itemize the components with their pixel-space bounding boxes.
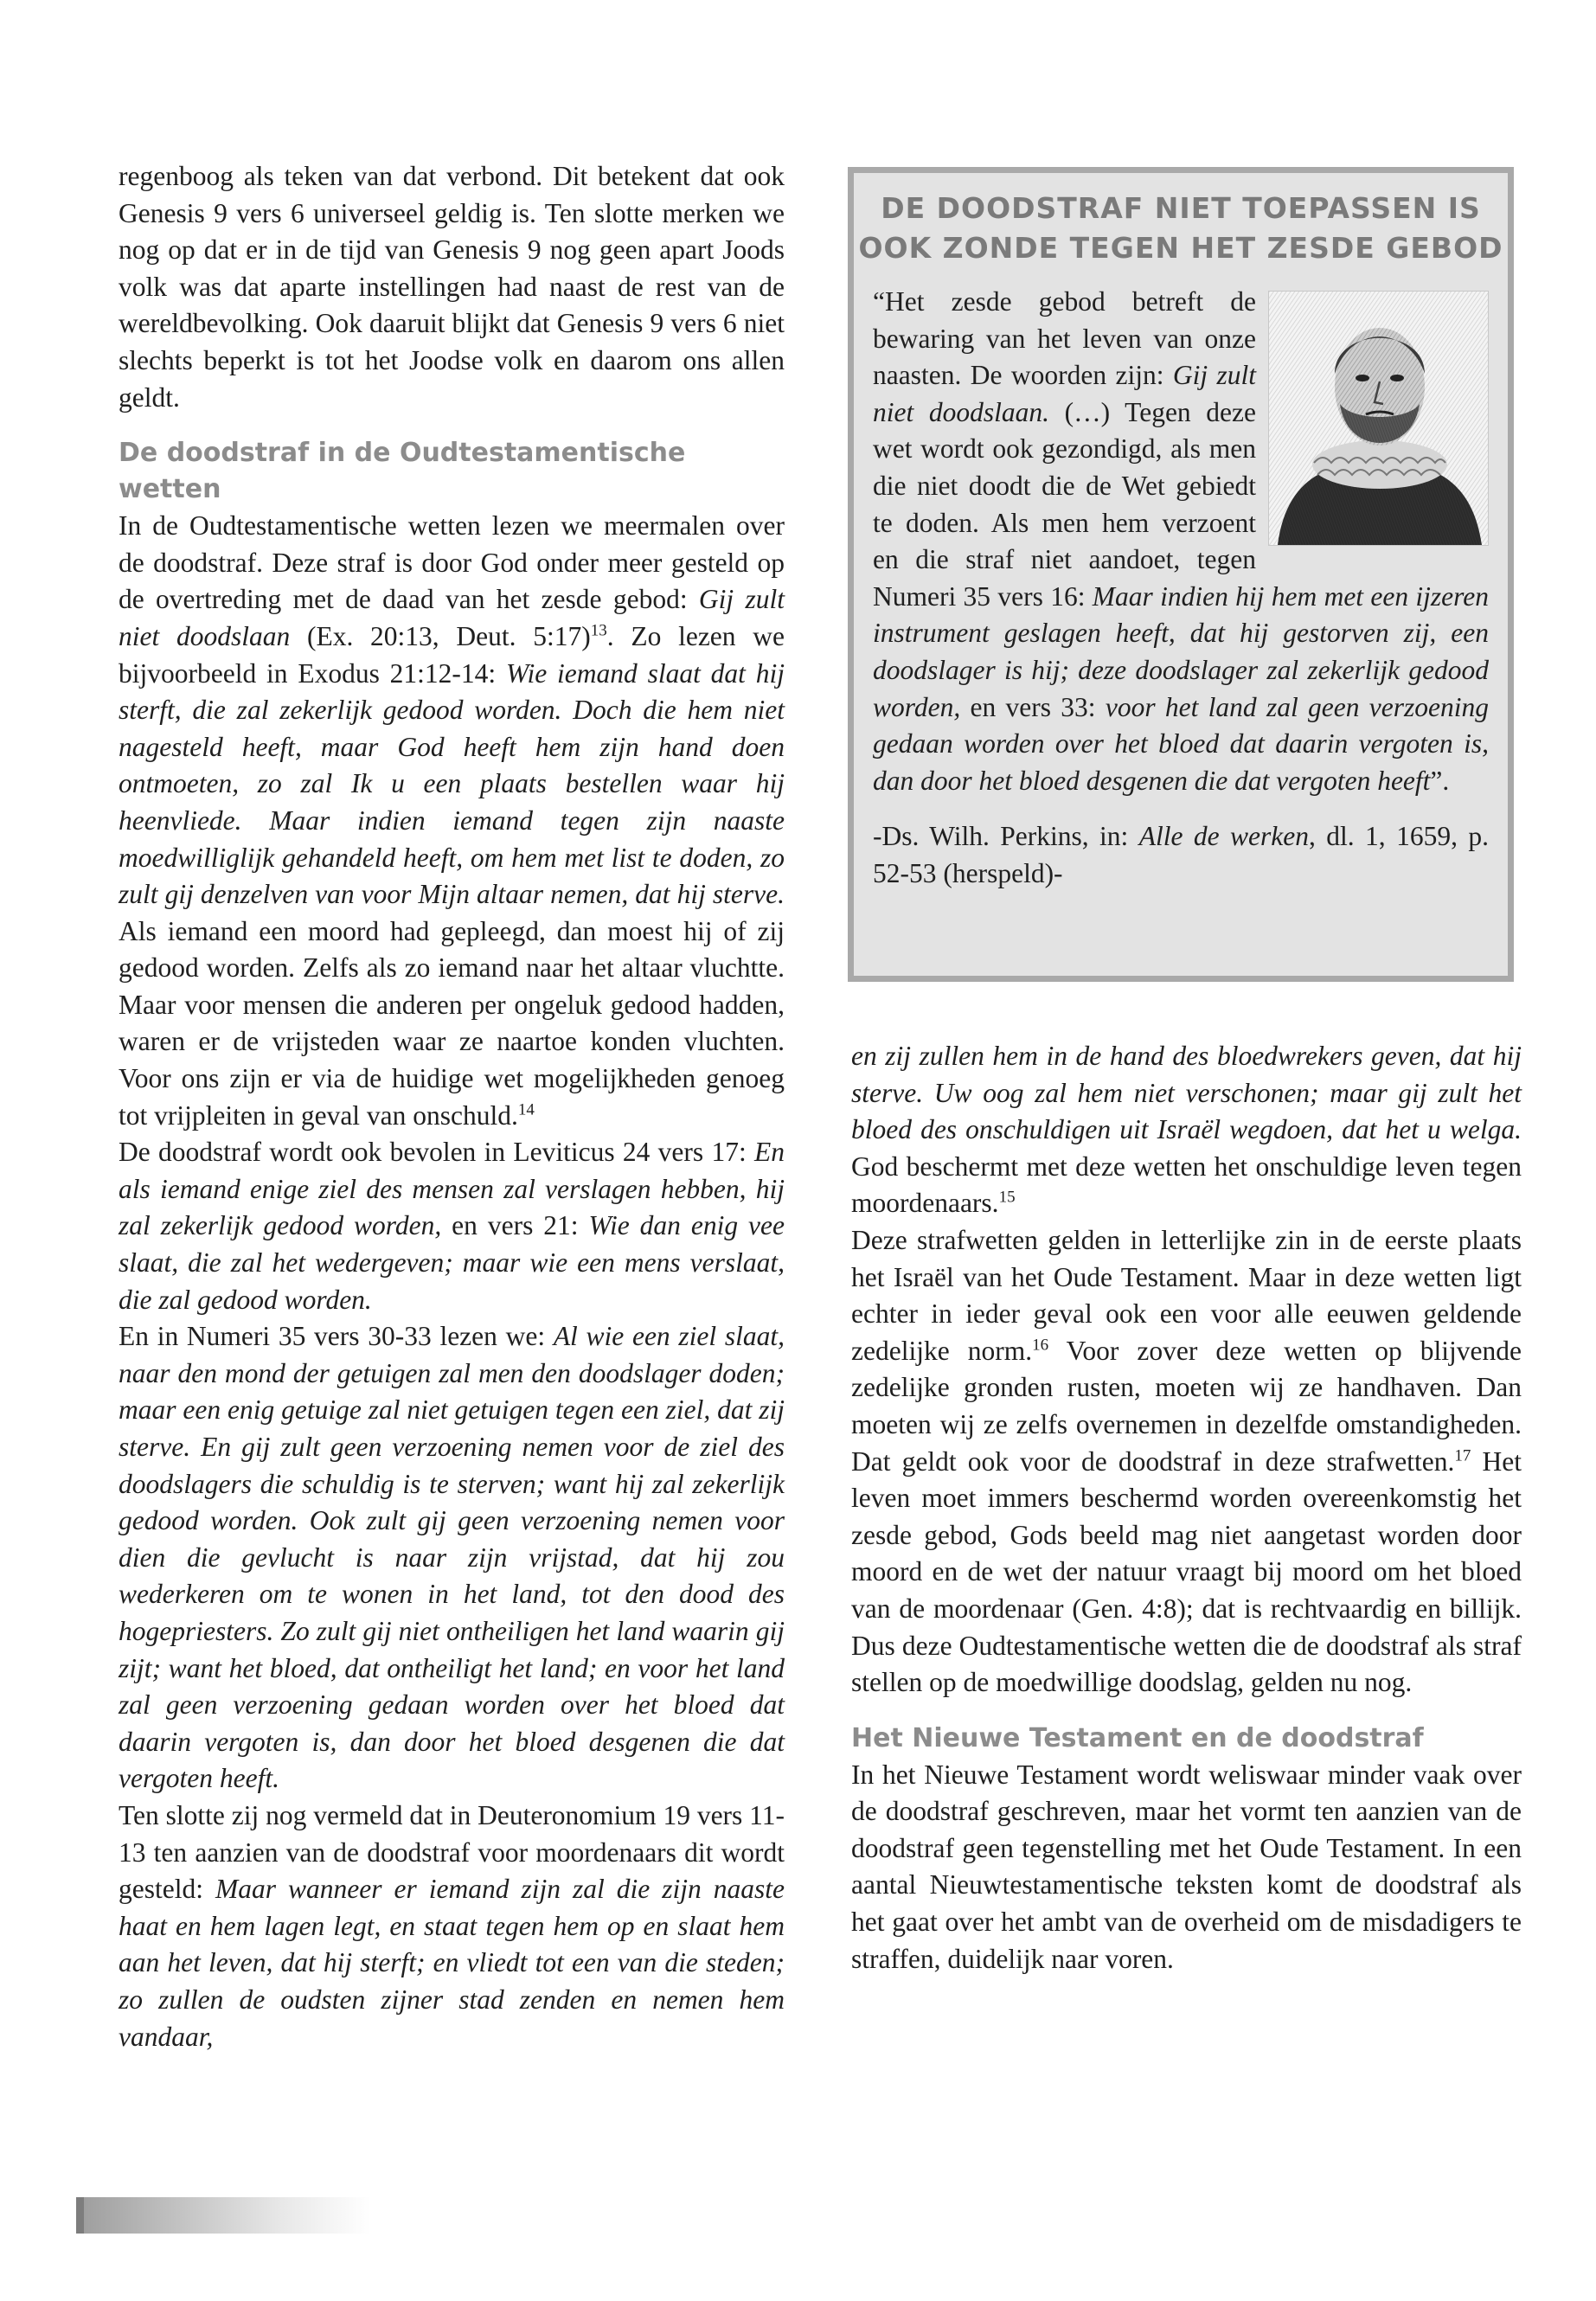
- paragraph: In het Nieuwe Testament wordt weliswaar minder vaak over de doodstraf geschreven, maar het vormt ten aanzien van de doodstraf geen tegenstelling met het Oude Testament. In een aantal Nieuwtestamentische teksten komt de doodstraf als het gaat over het ambt van de overheid om de misdadigers te straffen, duidelijk naar voren.: [851, 1759, 1522, 1974]
- page-number: 24: [42, 2201, 67, 2229]
- right-column: [851, 1038, 1522, 1977]
- paragraph: Ten slotte zij nog vermeld dat in Deuteronomium 19 vers 11-13 ten aanzien van de doodstraf voor moordenaars dit wordt gesteld: Maar wanneer er iemand zijn zal die zijn naaste haat en hem lagen legt, en staat tegen hem op en slaat hem aan het leven, dat hij sterft; en vliedt tot een van die steden; zo zullen de oudsten zijner stad zenden en nemen hem vandaar,: [119, 1799, 785, 2052]
- left-column: [119, 158, 785, 2055]
- sidebar-quote: “Het zesde gebod betreft de bewaring van het leven van onze naasten. De woorden zijn: Gij zult niet doodslaan. (…) Tegen deze wet wordt ook gezondigd, als men die niet doodt die de Wet gebiedt te doden. Als men hem verzoent en die straf niet aandoet, tegen Numeri 35 vers 16: Maar indien hij hem met een ijzeren instrument geslagen heeft, dat hij gestorven zij, een doodslager is hij; deze doodslager zal zekerlijk gedood worden, en vers 33: voor het land zal geen verzoening gedaan worden over het bloed dat daarin vergoten is, dan door het bloed desgenen die dat vergoten heeft”.: [873, 286, 1489, 796]
- page-number-bar: [76, 2197, 370, 2234]
- section-heading: Het Nieuwe Testament en de doodstraf: [851, 1722, 1424, 1753]
- sidebar-source: -Ds. Wilh. Perkins, in: Alle de werken, dl. 1, 1659, p. 52-53 (herspeld)-: [873, 821, 1490, 888]
- sidebar-title: DE DOODSTRAF NIET TOEPASSEN IS OOK ZONDE TEGEN HET ZESDE GEBOD: [858, 191, 1503, 265]
- section-heading: De doodstraf in de Oudtestamentische wetten: [119, 438, 686, 505]
- paragraph: De doodstraf wordt ook bevolen in Leviticus 24 vers 17: En als iemand enige ziel des mensen zal verslagen hebben, hij zal zekerlijk gedood worden, en vers 21: Wie dan enig vee slaat, die zal het wedergeven; maar wie een mens verslaat, die zal gedood worden.: [119, 1137, 785, 1315]
- paragraph: regenboog als teken van dat verbond. Dit betekent dat ook Genesis 9 vers 6 universeel geldig is. Ten slotte merken we nog op dat er in de tijd van Genesis 9 nog geen apart Joods volk was dat aparte instellingen had naast de rest van de wereldbevolking. Ook daaruit blijkt dat Genesis 9 vers 6 niet slechts beperkt is tot het Joodse volk en daarom ons allen geldt.: [119, 161, 785, 413]
- portrait-image: [1268, 291, 1489, 546]
- paragraph: En in Numeri 35 vers 30-33 lezen we: Al wie een ziel slaat, naar den mond der getuigen zal men den doodslager doden; maar een enig getuige zal niet getuigen tegen een ziel, dat zij sterve. En gij zult geen verzoening nemen voor de ziel des doodslagers die schuldig is te sterven; want hij zal zekerlijk gedood worden. Ook zult gij geen verzoening nemen voor dien die gevlucht is naar zijn vrijstad, dat hij zou wederkeren om te wonen in het land, tot den dood des hogepriesters. Zo zult gij niet ontheiligen het land waarin gij zijt; want het bloed, dat ontheiligt het land; en voor het land zal geen verzoening gedaan worden over het bloed dat daarin vergoten is, dan door het bloed desgenen die dat vergoten heeft.: [119, 1321, 785, 1794]
- paragraph: en zij zullen hem in de hand des bloedwrekers geven, dat hij sterve. Uw oog zal hem niet verschonen; maar gij zult het bloed des onschuldigen uit Israël wegdoen, dat het u welga. God beschermt met deze wetten het onschuldige leven tegen moordenaars.$^{15}$: [851, 1041, 1522, 1219]
- quote-sidebar: [848, 167, 1514, 982]
- paragraph: Deze strafwetten gelden in letterlijke zin in de eerste plaats het Israël van het Oude Testament. Maar in deze wetten ligt echter in ieder geval ook een voor alle eeuwen geldende zedelijke norm.$^{16}$ Voor zover deze wetten op blijvende zedelijke gronden rusten, moeten wij ze handhaven. Dan moeten wij ze zelfs overnemen in dezelfde omstandigheden. Dat geldt ook voor de doodstraf in deze strafwetten.$^{17}$ Het leven moet immers beschermd worden overeenkomstig het zesde gebod, Gods beeld mag niet aangetast worden door moord en de wet der natuur vraagt bij moord om het bloed van de moordenaar (Gen. 4:8); dat is rechtvaardig en billijk. Dus deze Oudtestamentische wetten die de doodstraf als straf stellen op de moedwillige doodslag, gelden nu nog.: [851, 1224, 1522, 1698]
- paragraph: In de Oudtestamentische wetten lezen we meermalen over de doodstraf. Deze straf is door God onder meer gesteld op de overtreding met de daad van het zesde gebod: Gij zult niet doodslaan (Ex. 20:13, Deut. 5:17)$^{13}$. Zo lezen we bijvoorbeeld in Exodus 21:12-14: Wie iemand slaat dat hij sterft, die zal zekerlijk gedood worden. Doch die hem niet nagesteld heeft, maar God heeft hem zijn hand doen ontmoeten, zo zal Ik u een plaats bestellen waar hij heenvliede. Maar indien iemand tegen zijn naaste moedwilliglijk gehandeld heeft, om hem met list te doden, zo zult gij denzelven van voor Mijn altaar nemen, dat hij sterve. Als iemand een moord had gepleegd, dan moest hij of zij gedood worden. Zelfs als zo iemand naar het altaar vluchtte. Maar voor mensen die anderen per ongeluk gedood hadden, waren er de vrijsteden waar ze naartoe konden vluchten. Voor ons zijn er via de huidige wet mogelijkheden genoeg tot vrijpleiten in geval van onschuld.$^{14}$: [119, 510, 785, 1131]
- sidebar-body: [873, 284, 1489, 893]
